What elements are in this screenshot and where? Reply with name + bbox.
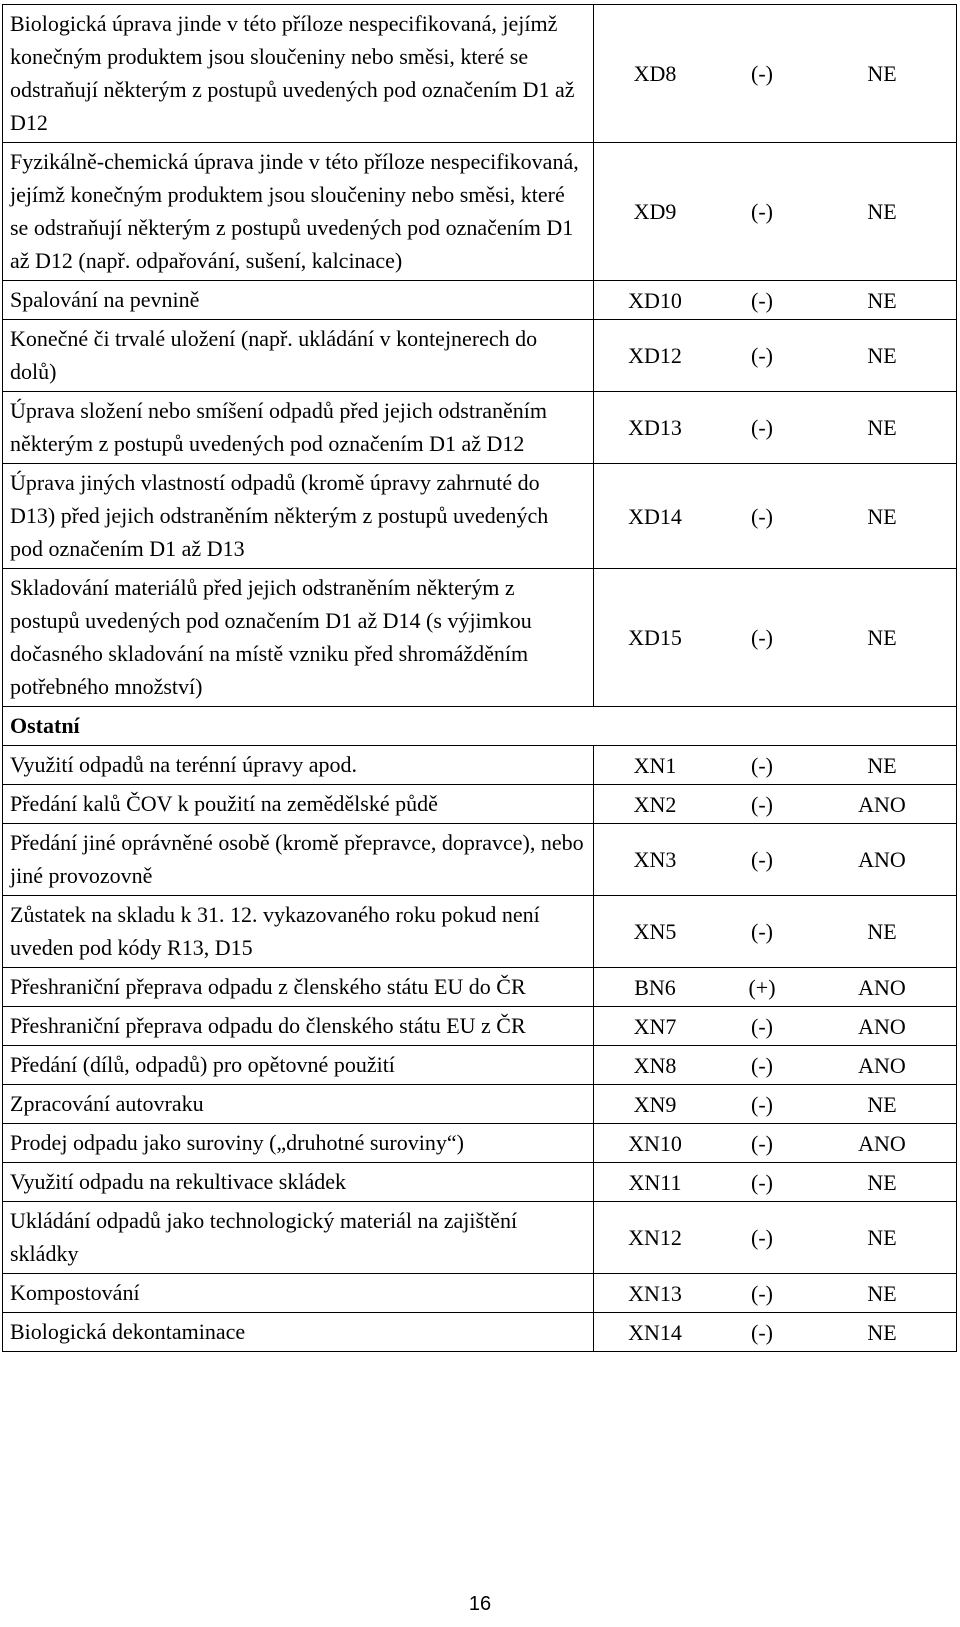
row-code: XD9 xyxy=(633,199,677,224)
row-flag: ANO xyxy=(858,1013,906,1039)
table-row xyxy=(3,1085,957,1124)
table-row xyxy=(3,1202,957,1274)
row-description: Úprava složení nebo smíšení odpadů před jejich odstraněním některým z postupů uvedených pod označením D1 až D12 xyxy=(3,392,594,464)
row-description: Využití odpadů na terénní úpravy apod. xyxy=(3,746,594,785)
row-flag: NE xyxy=(867,415,897,440)
row-sign: (-) xyxy=(751,791,773,817)
row-code: XN9 xyxy=(633,1091,677,1117)
row-values xyxy=(594,1313,957,1352)
row-description: Fyzikálně-chemická úprava jinde v této příloze nespecifikovaná, jejímž konečným produktem jsou sloučeniny nebo směsi, které se odstraňují některým z postupů uvedených pod označením D1 až D12 (např. odpařování, sušení, kalcinace) xyxy=(3,143,594,281)
row-description: Přeshraniční přeprava odpadu do členského státu EU z ČR xyxy=(3,1007,594,1046)
row-sign: (-) xyxy=(751,287,773,313)
row-description: Biologická úprava jinde v této příloze nespecifikovaná, jejímž konečným produktem jsou sloučeniny nebo směsi, které se odstraňují některým z postupů uvedených pod označením D1 až D12 xyxy=(3,5,594,143)
row-code: XN1 xyxy=(633,752,677,778)
row-sign: (-) xyxy=(751,847,773,872)
row-flag: NE xyxy=(867,287,897,313)
row-sign: (-) xyxy=(751,1225,773,1250)
table-row xyxy=(3,1313,957,1352)
row-flag: NE xyxy=(867,1225,897,1250)
row-description: Zpracování autovraku xyxy=(3,1085,594,1124)
table-row xyxy=(3,1124,957,1163)
row-sign: (-) xyxy=(751,1052,773,1078)
table-row xyxy=(3,143,957,281)
table-row xyxy=(3,1007,957,1046)
row-code: XD15 xyxy=(628,625,682,650)
row-sign: (-) xyxy=(751,1091,773,1117)
row-sign: (-) xyxy=(751,503,773,529)
row-description: Předání jiné oprávněné osobě (kromě přepravce, dopravce), nebo jiné provozovně xyxy=(3,824,594,896)
row-code: XN3 xyxy=(633,847,677,872)
row-flag: NE xyxy=(867,1091,897,1117)
row-values xyxy=(594,1124,957,1163)
page-number: 16 xyxy=(468,1593,492,1615)
row-values xyxy=(594,392,957,464)
row-flag: NE xyxy=(867,1280,897,1306)
row-code: XN10 xyxy=(628,1130,682,1156)
row-description: Spalování na pevnině xyxy=(3,281,594,320)
row-flag: ANO xyxy=(858,847,906,872)
row-flag: ANO xyxy=(858,1130,906,1156)
table-row xyxy=(3,1046,957,1085)
row-description: Prodej odpadu jako suroviny („druhotné suroviny“) xyxy=(3,1124,594,1163)
row-code: XN11 xyxy=(628,1169,682,1195)
table-row xyxy=(3,281,957,320)
row-flag: NE xyxy=(867,503,897,529)
row-code: XN5 xyxy=(633,919,677,944)
table-row xyxy=(3,1163,957,1202)
row-values xyxy=(594,569,957,707)
row-values xyxy=(594,785,957,824)
row-description: Přeshraniční přeprava odpadu z členského státu EU do ČR xyxy=(3,968,594,1007)
table-row xyxy=(3,824,957,896)
row-flag: ANO xyxy=(858,1052,906,1078)
row-description: Konečné či trvalé uložení (např. ukládání v kontejnerech do dolů) xyxy=(3,320,594,392)
row-description: Kompostování xyxy=(3,1274,594,1313)
row-code: XN7 xyxy=(633,1013,677,1039)
table-row xyxy=(3,746,957,785)
row-sign: (-) xyxy=(751,1169,773,1195)
row-values xyxy=(594,1274,957,1313)
row-code: XN2 xyxy=(633,791,677,817)
row-sign: (-) xyxy=(751,1013,773,1039)
table-body xyxy=(3,5,957,1352)
row-description: Zůstatek na skladu k 31. 12. vykazovaného roku pokud není uveden pod kódy R13, D15 xyxy=(3,896,594,968)
row-flag: NE xyxy=(867,752,897,778)
table-row xyxy=(3,320,957,392)
row-description: Využití odpadu na rekultivace skládek xyxy=(3,1163,594,1202)
section-title: Ostatní xyxy=(3,707,957,746)
row-sign: (-) xyxy=(751,752,773,778)
row-flag: NE xyxy=(867,919,897,944)
row-flag: NE xyxy=(867,199,897,224)
row-sign: (-) xyxy=(751,1280,773,1306)
row-flag: NE xyxy=(867,1319,897,1345)
row-flag: ANO xyxy=(858,791,906,817)
row-flag: NE xyxy=(867,625,897,650)
row-values xyxy=(594,1202,957,1274)
table-row xyxy=(3,896,957,968)
row-sign: (-) xyxy=(751,415,773,440)
row-values xyxy=(594,464,957,569)
row-values xyxy=(594,968,957,1007)
section-row xyxy=(3,707,957,746)
table-row xyxy=(3,464,957,569)
row-code: XD8 xyxy=(633,61,677,86)
row-code: XD12 xyxy=(628,343,682,368)
row-code: XD14 xyxy=(628,503,682,529)
row-values xyxy=(594,824,957,896)
row-values xyxy=(594,1085,957,1124)
row-description: Předání (dílů, odpadů) pro opětovné použití xyxy=(3,1046,594,1085)
row-description: Ukládání odpadů jako technologický materiál na zajištění skládky xyxy=(3,1202,594,1274)
table-row xyxy=(3,968,957,1007)
row-values xyxy=(594,320,957,392)
row-sign: (-) xyxy=(751,61,773,86)
table-row xyxy=(3,785,957,824)
row-values xyxy=(594,1046,957,1085)
row-sign: (-) xyxy=(751,199,773,224)
row-description: Biologická dekontaminace xyxy=(3,1313,594,1352)
row-code: XN14 xyxy=(628,1319,682,1345)
row-code: XN12 xyxy=(628,1225,682,1250)
row-sign: (-) xyxy=(751,343,773,368)
row-code: XD10 xyxy=(628,287,682,313)
row-description: Úprava jiných vlastností odpadů (kromě úpravy zahrnuté do D13) před jejich odstraněním některým z postupů uvedených pod označením D1 až D13 xyxy=(3,464,594,569)
row-code: XD13 xyxy=(628,415,682,440)
row-sign: (-) xyxy=(751,1130,773,1156)
row-sign: (+) xyxy=(748,974,776,1000)
row-description: Skladování materiálů před jejich odstraněním některým z postupů uvedených pod označením D1 až D14 (s výjimkou dočasného skladování na místě vzniku před shromážděním potřebného množství) xyxy=(3,569,594,707)
row-flag: NE xyxy=(867,1169,897,1195)
row-values xyxy=(594,1163,957,1202)
row-values xyxy=(594,1007,957,1046)
row-values xyxy=(594,143,957,281)
row-flag: ANO xyxy=(858,974,906,1000)
row-values xyxy=(594,746,957,785)
table-row xyxy=(3,392,957,464)
row-code: BN6 xyxy=(634,974,676,1000)
row-code: XN13 xyxy=(628,1280,682,1306)
row-flag: NE xyxy=(867,61,897,86)
table-row xyxy=(3,569,957,707)
row-values xyxy=(594,896,957,968)
row-flag: NE xyxy=(867,343,897,368)
row-values xyxy=(594,5,957,143)
table-row xyxy=(3,1274,957,1313)
row-sign: (-) xyxy=(751,625,773,650)
row-code: XN8 xyxy=(633,1052,677,1078)
row-sign: (-) xyxy=(751,1319,773,1345)
row-sign: (-) xyxy=(751,919,773,944)
row-values xyxy=(594,281,957,320)
waste-code-table xyxy=(2,4,957,1352)
row-description: Předání kalů ČOV k použití na zemědělské půdě xyxy=(3,785,594,824)
table-row xyxy=(3,5,957,143)
